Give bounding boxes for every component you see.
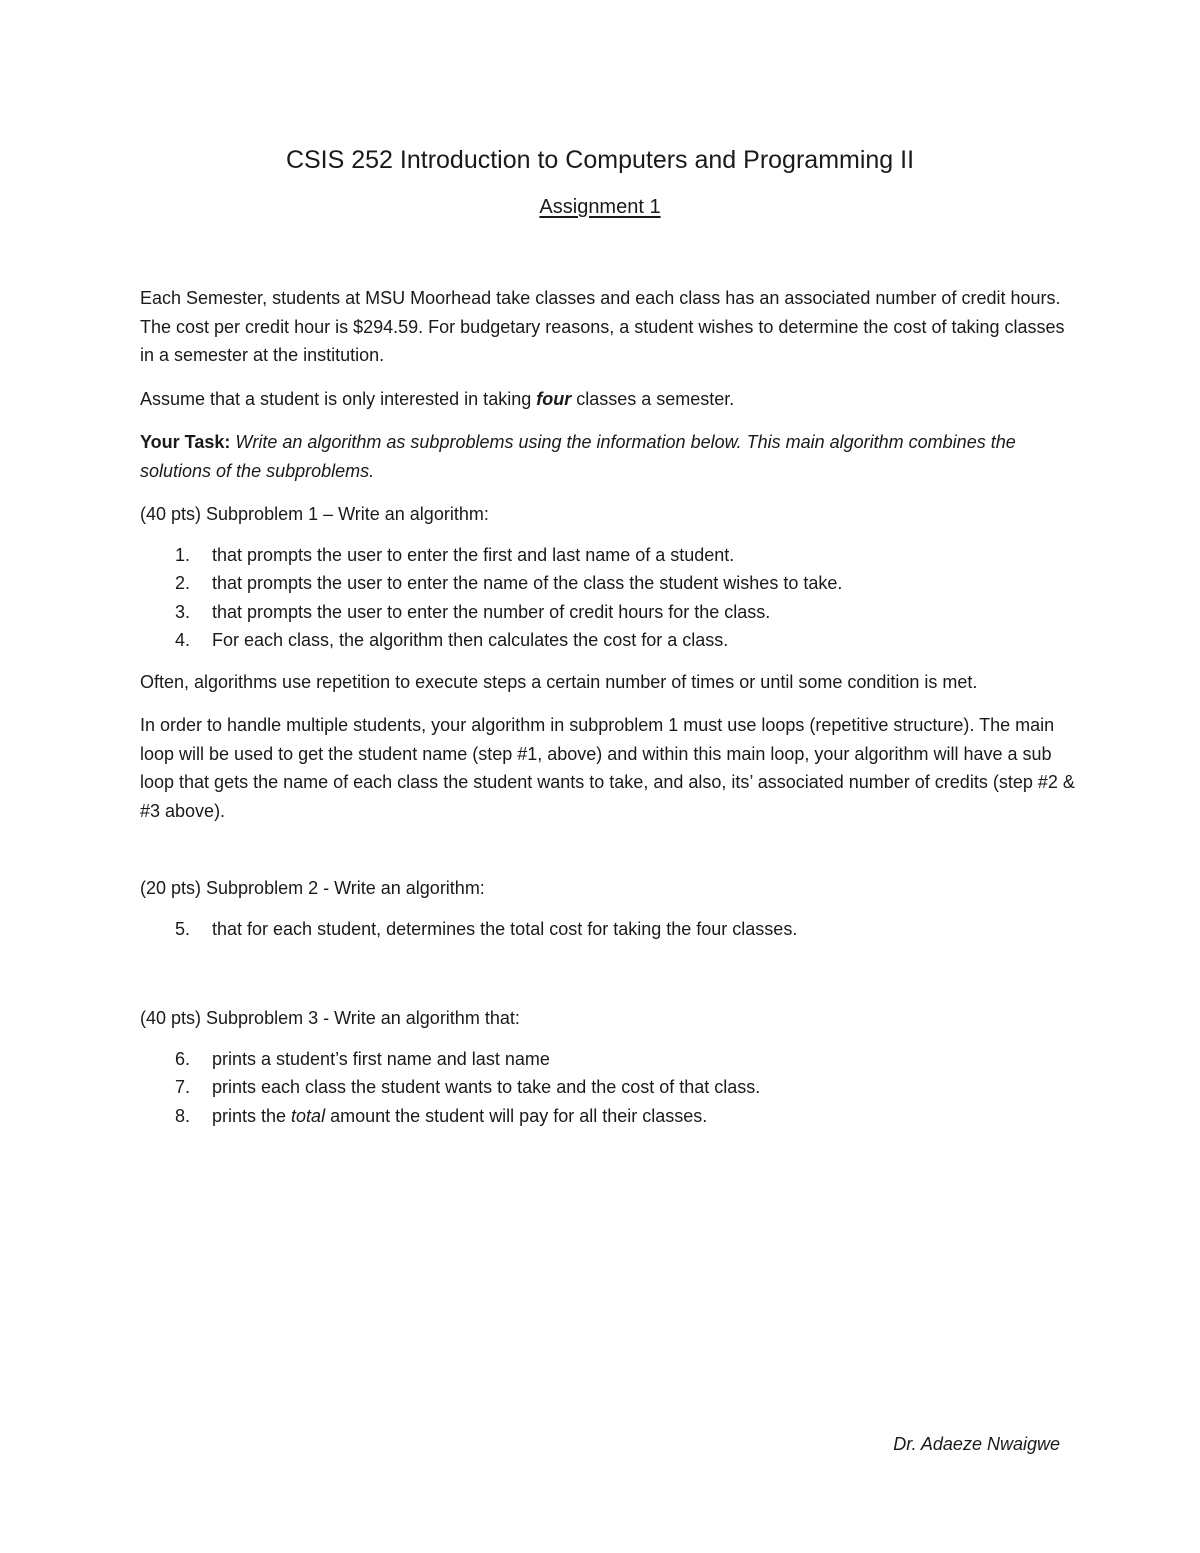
subproblem-3-list xyxy=(140,1045,1080,1131)
spacer xyxy=(140,840,1080,874)
intro-cost: $294.59 xyxy=(353,316,419,337)
list-item xyxy=(140,569,1080,598)
subproblem-2-list xyxy=(140,915,1080,944)
list-item-text: that prompts the user to enter the name of the class the student wishes to take. xyxy=(212,573,843,593)
list-item-text: prints each class the student wants to take and the cost of that class. xyxy=(212,1077,761,1097)
list-item-after: amount the student will pay for all their classes. xyxy=(325,1105,708,1126)
subproblem-1-heading: (40 pts) Subproblem 1 – Write an algorithm: xyxy=(140,504,489,524)
list-item xyxy=(140,1102,1080,1131)
subproblem-2-heading: (20 pts) Subproblem 2 - Write an algorithm: xyxy=(140,878,485,898)
spacer xyxy=(140,956,1080,1004)
intro-paragraph xyxy=(140,284,1080,370)
list-item-text: For each class, the algorithm then calculates the cost for a class. xyxy=(212,630,729,650)
list-item-number: 7. xyxy=(175,1077,191,1097)
list-item xyxy=(140,626,1080,655)
list-item-text: prints a student’s first name and last name xyxy=(212,1048,550,1069)
list-item-number: 6. xyxy=(175,1048,191,1069)
list-item-number: 5. xyxy=(175,918,191,939)
assume-before: Assume that a student is only interested in taking xyxy=(140,388,537,409)
list-item-emphasis: total xyxy=(291,1105,326,1126)
assignment-subtitle xyxy=(0,193,1200,221)
list-item xyxy=(140,541,1080,570)
task-text: Write an algorithm as subproblems using the information below. This main algorithm combines the solutions of the subproblems. xyxy=(140,432,1016,481)
list-item-before: prints the xyxy=(212,1105,292,1126)
task-paragraph xyxy=(140,428,1080,485)
list-item-number: 8. xyxy=(175,1105,191,1126)
intro-text: Each Semester, students at MSU Moorhead take classes and each class has an associated number of credit hours. The cost per credit hour is xyxy=(140,288,1061,337)
list-item-number: 4. xyxy=(175,630,191,650)
list-item xyxy=(140,1073,1080,1102)
list-item-number: 1. xyxy=(175,544,191,565)
assume-paragraph xyxy=(140,385,1080,414)
assume-emphasis: four xyxy=(536,388,572,409)
subproblem-3-heading: (40 pts) Subproblem 3 - Write an algorithm that: xyxy=(140,1008,520,1028)
list-item-text: that prompts the user to enter the first and last name of a student. xyxy=(212,544,735,565)
list-item-text: that for each student, determines the total cost for taking the four classes. xyxy=(212,918,798,939)
list-item-number: 3. xyxy=(175,601,191,622)
list-item-text: that prompts the user to enter the number of credit hours for the class. xyxy=(212,601,771,622)
list-item xyxy=(140,1045,1080,1074)
repetition-paragraph: Often, algorithms use repetition to execute steps a certain number of times or until some condition is met. xyxy=(140,671,978,692)
intro-text-after: . For budgetary reasons, a student wishes to determine the cost of taking classes in a semester at the institution. xyxy=(140,316,1065,365)
list-item xyxy=(140,915,1080,944)
task-label: Your Task: xyxy=(140,432,231,452)
page-title: CSIS 252 Introduction to Computers and Programming II xyxy=(285,146,915,174)
list-item-number: 2. xyxy=(175,573,191,593)
list-item xyxy=(140,598,1080,627)
loops-paragraph: In order to handle multiple students, your algorithm in subproblem 1 must use loops (repetitive structure). The main loop will be used to get the student name (step #1, above) and within this main loop, your algorithm will have a sub loop that gets the name of each class the student wants to take, and also, its’ associated number of credits (step #2 & #3 above). xyxy=(140,715,1075,821)
document-body xyxy=(140,284,1080,1143)
assignment-subtitle-text: Assignment 1 xyxy=(539,196,661,218)
assume-after: classes a semester. xyxy=(571,388,735,409)
subproblem-1-list xyxy=(140,541,1080,655)
author-signature: Dr. Adaeze Nwaigwe xyxy=(893,1434,1060,1454)
